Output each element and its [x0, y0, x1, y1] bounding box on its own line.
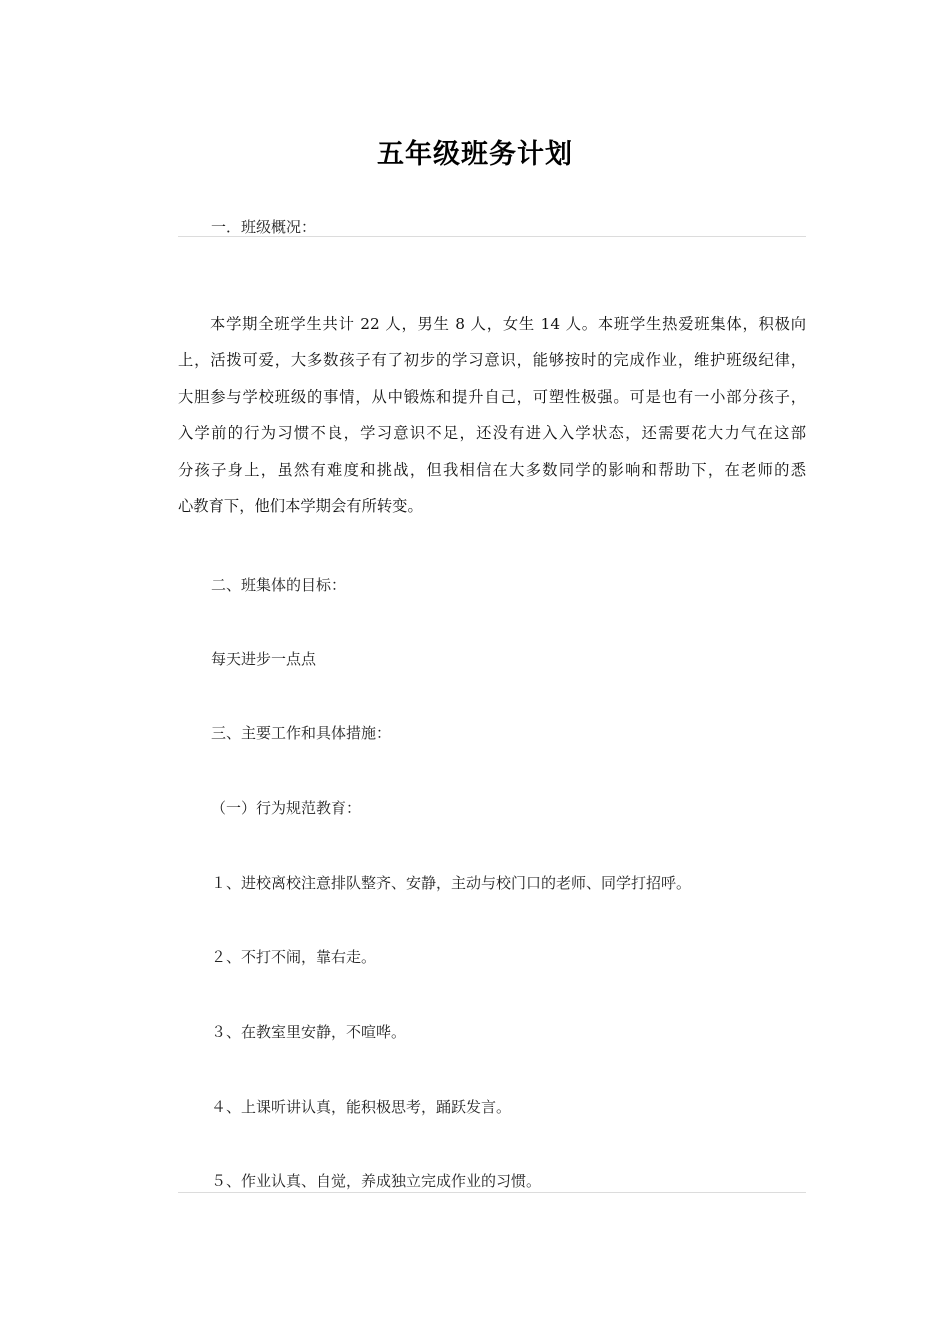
section-heading-main-work: 三、主要工作和具体措施：	[211, 724, 392, 742]
class-goal-text: 每天进步一点点	[211, 650, 317, 668]
list-item: ３、在教室里安静，不喧哗。	[211, 1023, 407, 1041]
paragraph-line: 上，活拨可爱，大多数孩子有了初步的学习意识，能够按时的完成作业，维护班级纪律，	[178, 351, 806, 370]
document-title: 五年级班务计划	[377, 139, 573, 170]
list-item: ２、不打不闹，靠右走。	[211, 948, 377, 966]
paragraph-line: 心教育下，他们本学期会有所转变。	[178, 496, 423, 515]
paragraph-line: 大胆参与学校班级的事情，从中锻炼和提升自己，可塑性极强。可是也有一小部分孩子，	[178, 387, 806, 406]
bottom-divider	[178, 1192, 806, 1193]
section-heading-class-goal: 二、班集体的目标：	[211, 576, 347, 594]
paragraph-line: 入学前的行为习惯不良，学习意识不足，还没有进入入学状态，还需要花大力气在这部	[178, 424, 806, 443]
subheading-behavior-education: （一）行为规范教育：	[211, 799, 362, 817]
class-overview-paragraph	[178, 306, 806, 524]
list-item: ４、上课听讲认真，能积极思考，踊跃发言。	[211, 1098, 512, 1116]
top-divider	[178, 236, 806, 237]
paragraph-line: 分孩子身上，虽然有难度和挑战，但我相信在大多数同学的影响和帮助下，在老师的悉	[178, 460, 806, 479]
list-item: ５、作业认真、自觉，养成独立完成作业的习惯。	[211, 1172, 542, 1190]
section-heading-class-overview: 一．班级概况：	[211, 218, 317, 236]
list-item: １、进校离校注意排队整齐、安静，主动与校门口的老师、同学打招呼。	[211, 874, 692, 892]
paragraph-line: 本学期全班学生共计 22 人，男生 8 人，女生 14 人。本班学生热爱班集体，积极向	[210, 315, 806, 333]
